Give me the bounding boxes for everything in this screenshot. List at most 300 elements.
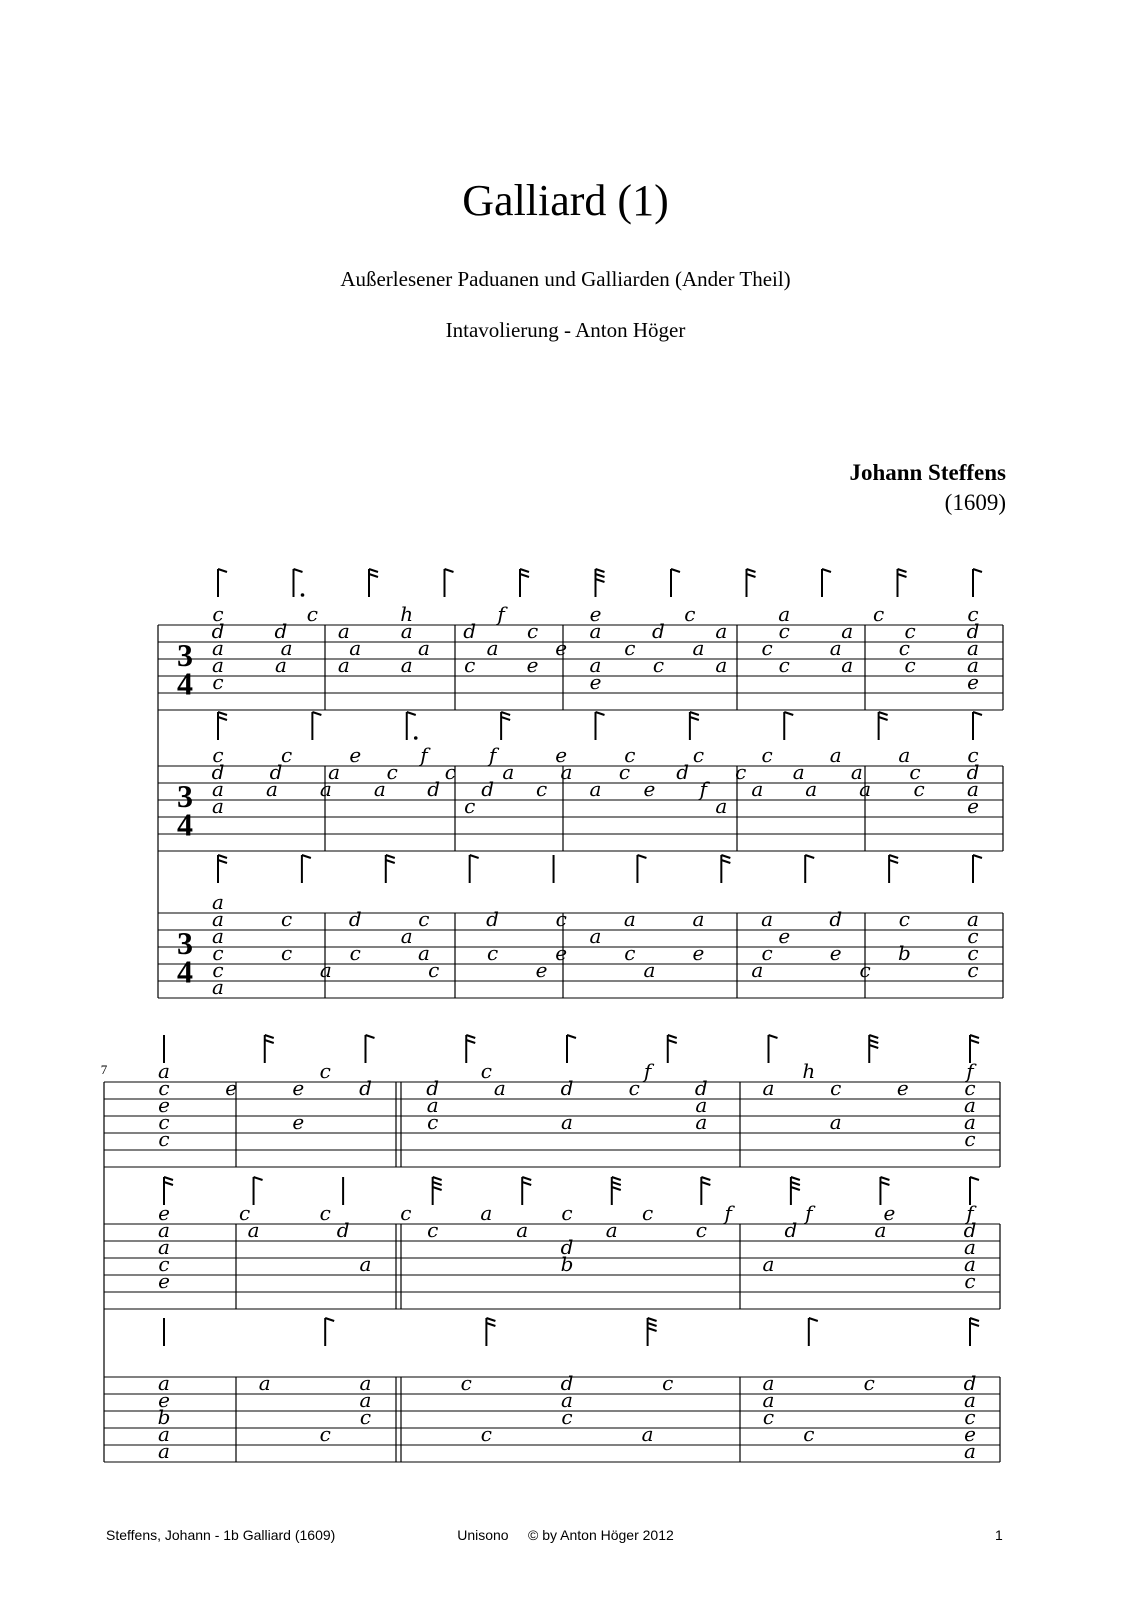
tab-letter: d (963, 1371, 977, 1395)
tab-letter: a (643, 958, 656, 982)
rhythm-flag-stroke (769, 1035, 778, 1038)
rhythm-flag (747, 569, 756, 597)
rhythm-flag (879, 712, 888, 740)
tab-letter: c (967, 602, 979, 626)
rhythm-flag-stroke (879, 717, 888, 720)
tab-letter: a (319, 777, 332, 801)
tab-letter: a (589, 653, 602, 677)
tab-letter: c (158, 1110, 170, 1134)
rhythm-flag-stroke (898, 569, 907, 572)
tab-letter: a (400, 924, 413, 948)
rhythm-flag (369, 569, 378, 597)
tab-letter: a (605, 1218, 618, 1242)
tab-letter: c (898, 636, 910, 660)
tab-letter: c (762, 1405, 775, 1429)
rhythm-flag-stroke (325, 1318, 334, 1321)
rhythm-flag (501, 712, 510, 740)
rhythm-flag (973, 712, 982, 740)
tab-letter: a (212, 890, 224, 914)
time-signature-top: 3 (177, 924, 193, 961)
tab-letter: a (359, 1252, 372, 1276)
piece-title: Galliard (1) (462, 176, 669, 225)
rhythm-flag-stroke (970, 1040, 979, 1043)
rhythm-flag-stroke (386, 860, 395, 863)
tab-letter: a (337, 619, 350, 643)
tab-letter: a (280, 636, 293, 660)
rhythm-flag-stroke (671, 569, 680, 572)
tab-letter: a (373, 777, 386, 801)
rhythm-flag-stroke (889, 855, 898, 858)
tab-letter: f (699, 777, 708, 801)
tab-letter: a (874, 1218, 887, 1242)
tab-letter: a (967, 777, 979, 801)
tab-letter: a (762, 1371, 775, 1395)
tab-letter: c (967, 924, 979, 948)
rhythm-flag (805, 855, 814, 883)
tab-letter: a (417, 941, 430, 965)
tab-letter: d (652, 619, 665, 643)
rhythm-flag-stroke (822, 569, 831, 572)
rhythm-flag (486, 1318, 495, 1346)
tab-letter: c (555, 907, 567, 931)
tab-letter: a (158, 1059, 170, 1083)
tab-letter: a (751, 777, 764, 801)
tab-letter: c (904, 619, 916, 643)
tab-letter: a (589, 777, 602, 801)
rhythm-flag-stroke (466, 1040, 475, 1043)
tab-letter: e (292, 1076, 305, 1100)
rhythm-flag-stroke (648, 1323, 657, 1326)
tab-letter: a (274, 653, 287, 677)
rhythm-flag (445, 569, 454, 597)
tab-letter: a (158, 1422, 170, 1446)
tab-letter: a (695, 1093, 708, 1117)
rhythm-flag (366, 1035, 375, 1063)
rhythm-flag-stroke (265, 1040, 274, 1043)
tab-letter: c (281, 941, 293, 965)
tab-letter: a (212, 777, 224, 801)
tab-letter: a (792, 760, 805, 784)
rhythm-flag (822, 569, 831, 597)
tab-letter: e (292, 1110, 305, 1134)
tab-letter: c (859, 958, 871, 982)
tab-letter: c (662, 1371, 674, 1395)
rhythm-flag (470, 855, 479, 883)
tab-letter: a (359, 1388, 372, 1412)
rhythm-flag-stroke (869, 1045, 878, 1048)
tab-letter: e (158, 1093, 170, 1117)
rhythm-flag-stroke (668, 1040, 677, 1043)
tab-letter: c (306, 602, 318, 626)
rhythm-flag-stroke (805, 855, 814, 858)
tab-letter: d (966, 619, 980, 643)
tab-letter: b (157, 1405, 171, 1429)
tab-letter: a (762, 1252, 775, 1276)
rhythm-flag (386, 855, 395, 883)
tab-letter: c (212, 670, 224, 694)
tab-letter: c (480, 1422, 493, 1446)
tab-letter: a (778, 602, 791, 626)
rhythm-flag-stroke (386, 855, 395, 858)
rhythm-flag-stroke (294, 569, 303, 572)
tab-letter: a (337, 653, 350, 677)
tab-letter: c (967, 958, 979, 982)
rhythm-flag-stroke (164, 1177, 173, 1180)
tab-letter: c (359, 1405, 372, 1429)
tab-letter: a (212, 636, 224, 660)
tab-letter: d (269, 760, 283, 784)
tab-letter: d (784, 1218, 798, 1242)
collection-subtitle: Außerlesener Paduanen und Galliarden (Ander Theil) (340, 267, 791, 291)
rhythm-flag (265, 1035, 274, 1063)
rhythm-flag-stroke (970, 1035, 979, 1038)
rhythm-flag (302, 855, 311, 883)
tab-letter: e (535, 958, 548, 982)
tab-letter: d (829, 907, 843, 931)
rhythm-flag-stroke (470, 855, 479, 858)
rhythm-flag (433, 1177, 442, 1205)
tab-letter: c (618, 760, 631, 784)
arranger-credit: Intavolierung - Anton Höger (445, 318, 686, 342)
tab-letter: a (641, 1422, 654, 1446)
tab-letter: a (967, 653, 979, 677)
tab-letter: f (420, 743, 428, 767)
rhythm-flag (701, 1177, 710, 1205)
tab-letter: a (829, 743, 842, 767)
tab-letter: c (349, 941, 361, 965)
rhythm-flag-stroke (218, 855, 227, 858)
rhythm-flag-stroke (501, 717, 510, 720)
rhythm-flag-stroke (869, 1040, 878, 1043)
tab-letter: d (359, 1076, 372, 1100)
tab-letter: a (829, 1110, 842, 1134)
rhythm-flag (721, 855, 730, 883)
tab-letter: a (480, 1201, 493, 1225)
tab-letter: a (158, 1235, 170, 1259)
tab-letter: a (561, 1110, 573, 1134)
tab-letter: b (560, 1252, 574, 1276)
rhythm-flag-stroke (879, 712, 888, 715)
tab-letter: a (502, 760, 515, 784)
tab-letter: a (841, 619, 854, 643)
tab-letter: d (336, 1218, 350, 1242)
tab-letter: e (643, 777, 656, 801)
rhythm-flag-stroke (869, 1035, 878, 1038)
tab-letter: c (561, 1201, 573, 1225)
tab-letter: c (428, 958, 440, 982)
rhythm-flag-stroke (973, 569, 982, 572)
time-signature-bottom: 4 (177, 665, 193, 702)
tab-letter: a (964, 1110, 976, 1134)
tab-letter: c (444, 760, 456, 784)
rhythm-flag (869, 1035, 878, 1063)
tab-letter: d (676, 760, 690, 784)
tab-letter: a (898, 743, 911, 767)
rhythm-flag (294, 569, 305, 597)
tab-letter: c (761, 743, 773, 767)
rhythm-flag-stroke (433, 1182, 442, 1185)
rhythm-flag-stroke (164, 1182, 173, 1185)
tab-letter: e (829, 941, 842, 965)
tab-letter: d (560, 1371, 574, 1395)
rhythm-flag-stroke (612, 1177, 621, 1180)
tab-letter: a (258, 1371, 271, 1395)
tab-letter: d (427, 777, 441, 801)
tab-letter: d (463, 619, 477, 643)
rhythm-flag-stroke (889, 860, 898, 863)
tab-letter: h (400, 602, 414, 626)
rhythm-flag-stroke (784, 712, 793, 715)
tab-letter: a (623, 907, 636, 931)
rhythm-flag-stroke (898, 574, 907, 577)
tab-letter: a (212, 907, 224, 931)
rhythm-flag-stroke (522, 1177, 531, 1180)
rhythm-flag-stroke (596, 712, 605, 715)
tab-letter: c (873, 602, 885, 626)
tab-letter: c (158, 1252, 170, 1276)
rhythm-flag-stroke (970, 1318, 979, 1321)
rhythm-flag-stroke (433, 1177, 442, 1180)
rhythm-flag-stroke (520, 574, 529, 577)
rhythm-flag-stroke (747, 574, 756, 577)
tab-letter: f (497, 602, 505, 626)
rhythm-flag-stroke (407, 712, 416, 715)
rhythm-flag-stroke (522, 1182, 531, 1185)
tab-letter: c (964, 1405, 976, 1429)
rhythm-flag-stroke (701, 1182, 710, 1185)
rhythm-flag-stroke (668, 1035, 677, 1038)
rhythm-flag (218, 569, 227, 597)
composition-year: (1609) (944, 490, 1006, 515)
rhythm-flag (784, 712, 793, 740)
tab-letter: a (561, 1388, 573, 1412)
tab-letter: a (212, 975, 224, 999)
rhythm-flag-stroke (721, 860, 730, 863)
tab-letter: a (692, 636, 705, 660)
rhythm-flag-stroke (466, 1035, 475, 1038)
tab-letter: a (692, 907, 705, 931)
tab-letter: a (695, 1110, 708, 1134)
tab-letter: c (158, 1076, 170, 1100)
footer-source: Steffens, Johann - 1b Galliard (1609) (106, 1527, 336, 1543)
tab-letter: e (896, 1076, 909, 1100)
tab-letter: c (778, 653, 790, 677)
tab-letter: e (692, 941, 705, 965)
rhythm-flag (325, 1318, 334, 1346)
rhythm-flag-stroke (520, 569, 529, 572)
rhythm-flag (791, 1177, 800, 1205)
tab-letter: a (762, 1076, 775, 1100)
rhythm-flag-stroke (218, 860, 227, 863)
rhythm-flag-stroke (596, 574, 605, 577)
tab-letter: d (211, 619, 225, 643)
tab-letter: a (761, 907, 774, 931)
rhythm-flag (970, 1318, 979, 1346)
tab-letter: a (964, 1235, 976, 1259)
rhythm-flag (254, 1177, 263, 1205)
tab-letter: e (555, 743, 568, 767)
tab-letter: d (694, 1076, 708, 1100)
rhythm-flag-stroke (721, 855, 730, 858)
rhythm-flag-stroke (690, 712, 699, 715)
rhythm-flag-stroke (637, 855, 646, 858)
tab-letter: a (964, 1093, 976, 1117)
tab-letter: a (328, 760, 341, 784)
rhythm-flag-stroke (747, 569, 756, 572)
rhythm-flag (407, 712, 418, 740)
tab-letter: c (695, 1218, 707, 1242)
rhythm-flag-stroke (445, 569, 454, 572)
tab-letter: f (643, 1059, 652, 1083)
tab-letter: c (624, 941, 636, 965)
tab-letter: a (212, 653, 224, 677)
rhythm-flag-stroke (366, 1035, 375, 1038)
tab-letter: c (761, 636, 773, 660)
tab-letter: d (426, 1076, 440, 1100)
rhythm-flag-stroke (791, 1177, 800, 1180)
rhythm-flag-stroke (486, 1323, 495, 1326)
tab-letter: a (400, 619, 413, 643)
tab-letter: d (560, 1076, 574, 1100)
tab-letter: c (400, 1201, 412, 1225)
rhythm-flag (312, 712, 321, 740)
tab-letter: c (319, 1201, 331, 1225)
tab-letter: c (863, 1371, 875, 1395)
tab-letter: f (966, 1059, 974, 1083)
rhythm-flag (648, 1318, 657, 1346)
tab-letter: c (464, 653, 476, 677)
tab-letter: a (829, 636, 842, 660)
tab-letter: a (715, 794, 728, 818)
rhythm-flag (809, 1318, 818, 1346)
tab-letter: d (486, 907, 499, 931)
tab-letter: a (850, 760, 863, 784)
tab-letter: a (212, 924, 224, 948)
tab-letter: c (158, 1127, 170, 1151)
tab-letter: e (967, 794, 979, 818)
tab-letter: c (909, 760, 921, 784)
tab-letter: a (964, 1439, 976, 1463)
rhythm-flag-stroke (880, 1177, 889, 1180)
tab-letter: a (319, 958, 332, 982)
tab-letter: a (486, 636, 499, 660)
tab-letter: c (427, 1218, 439, 1242)
tab-letter: a (493, 1076, 506, 1100)
tab-letter: e (158, 1201, 170, 1225)
tab-letter: a (400, 653, 413, 677)
time-signature-top: 3 (177, 777, 193, 814)
rhythm-flag-stroke (596, 579, 605, 582)
measure-number: 7 (100, 1062, 108, 1077)
tab-letter: a (715, 653, 728, 677)
tab-letter: c (460, 1371, 472, 1395)
tab-letter: c (561, 1405, 573, 1429)
tab-letter: c (964, 1269, 976, 1293)
rhythm-flag-stroke (218, 717, 227, 720)
tab-letter: c (319, 1422, 331, 1446)
rhythm-flag-stroke (791, 1187, 800, 1190)
tab-letter: a (426, 1093, 439, 1117)
tab-letter: c (830, 1076, 842, 1100)
tab-letter: a (967, 907, 979, 931)
tab-letter: a (967, 636, 979, 660)
rhythm-flag-stroke (701, 1177, 710, 1180)
rhythm-flag (218, 855, 227, 883)
rhythm-flag (889, 855, 898, 883)
tab-letter: c (386, 760, 398, 784)
tab-letter: c (281, 743, 293, 767)
tab-letter: f (805, 1201, 813, 1225)
tab-letter: a (964, 1388, 976, 1412)
rhythm-flag (668, 1035, 677, 1063)
tab-letter: a (589, 924, 602, 948)
rhythm-flag-stroke (433, 1187, 442, 1190)
rhythm-flag-stroke (970, 1177, 979, 1180)
tab-letter: d (348, 907, 362, 931)
tab-letter: c (212, 941, 224, 965)
rhythm-flag-stroke (254, 1177, 263, 1180)
composer-name: Johann Steffens (849, 460, 1006, 485)
rhythm-flag (690, 712, 699, 740)
tab-letter: e (526, 653, 539, 677)
tab-letter: c (212, 958, 224, 982)
rhythm-flag (973, 855, 982, 883)
tab-letter: c (212, 743, 224, 767)
tab-letter: a (516, 1218, 529, 1242)
rhythm-flag (567, 1035, 576, 1063)
rhythm-flag-stroke (312, 712, 321, 715)
tab-letter: e (555, 636, 568, 660)
footer-page-number: 1 (995, 1527, 1003, 1543)
tab-letter: a (158, 1439, 170, 1463)
rhythm-flag-stroke (612, 1182, 621, 1185)
rhythm-flag-stroke (567, 1035, 576, 1038)
rhythm-flag-stroke (690, 717, 699, 720)
tab-letter: a (158, 1218, 170, 1242)
rhythm-flag (596, 569, 605, 597)
tab-letter: d (560, 1235, 574, 1259)
rhythm-flag-stroke (414, 736, 418, 740)
tab-letter: b (897, 941, 911, 965)
tab-letter: a (964, 1252, 976, 1276)
tab-letter: f (488, 743, 497, 767)
rhythm-flag (596, 712, 605, 740)
tab-letter: d (481, 777, 495, 801)
tab-letter: c (281, 907, 293, 931)
rhythm-flag (612, 1177, 621, 1205)
rhythm-flag-stroke (301, 593, 305, 597)
rhythm-flag-stroke (218, 712, 227, 715)
tab-letter: e (589, 670, 602, 694)
tab-letter: c (898, 907, 910, 931)
tab-letter: f (724, 1201, 732, 1225)
rhythm-flag (520, 569, 529, 597)
tab-letter: e (349, 743, 362, 767)
tab-letter: e (158, 1388, 170, 1412)
tab-letter: e (225, 1076, 238, 1100)
rhythm-flag-stroke (486, 1318, 495, 1321)
tab-letter: h (802, 1059, 816, 1083)
tab-letter: c (526, 619, 539, 643)
tab-letter: c (464, 794, 476, 818)
tab-letter: c (427, 1110, 439, 1134)
tab-letter: a (805, 777, 818, 801)
tab-letter: a (265, 777, 278, 801)
tab-letter: a (560, 760, 573, 784)
tab-letter: c (641, 1201, 654, 1225)
tab-letter: c (684, 602, 696, 626)
tab-letter: c (913, 777, 925, 801)
